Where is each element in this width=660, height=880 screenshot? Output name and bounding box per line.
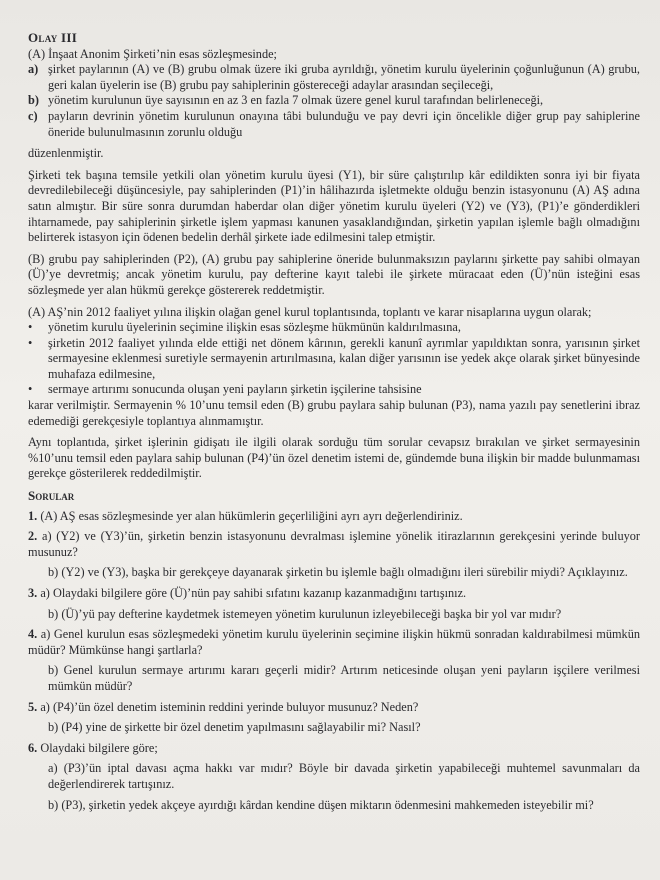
sub-question: b) (P4) yine de şirkette bir özel denetim yapılmasını sağlayabilir mi? Nasıl? (48, 720, 421, 735)
bullet-icon: • (28, 335, 33, 350)
question (28, 700, 640, 716)
after-options-text: düzenlenmiştir. (28, 146, 104, 161)
list-item-text: şirketin 2012 faaliyet yılında elde ettiği net dönem kârının, gerekli kanunî ayrımlar yapıldıktan sonra, yarısının şirket sermayesine eklenmesi suretiyle sermayenin artırılmasına, kalan diğer yarısının ise yedek akçe olarak şirket bünyesinde muhafaza edilmesine, (48, 335, 640, 381)
question-number: 2. (28, 529, 38, 544)
list-item (28, 382, 640, 398)
question (28, 741, 640, 757)
question-text: (A) AŞ esas sözleşmesinde yer alan hükümlerin geçerliliğini ayrı ayrı değerlendiriniz. (40, 508, 463, 523)
list-item-text: sermaye artırımı sonucunda oluşan yeni payların şirketin işçilerine tahsisine (48, 382, 422, 397)
bullet-icon: • (28, 320, 33, 335)
question-text: a) (P4)’ün özel denetim isteminin reddini yerinde buluyor musunuz? Neden? (40, 699, 419, 714)
question (28, 586, 640, 602)
sub-question: b) (Ü)’yü pay defterine kaydetmek istemeyen yönetim kurulunun izleyebileceği başka bir yol var mıdır? (48, 606, 562, 621)
list-item-text: yönetim kurulu üyelerinin seçimine ilişkin esas sözleşme hükmünün kaldırılmasına, (48, 320, 461, 335)
question (28, 529, 640, 560)
question (28, 509, 640, 525)
option-text: şirket paylarının (A) ve (B) grubu olmak üzere iki gruba ayrıldığı, yönetim kurulu üyelerinin çoğunluğunun (A) grubu, geri kalan üyelerin ise (B) grubu pay sahiplerinin göstereceği adaylar arasından seçileceği, (48, 62, 640, 92)
question-number: 5. (28, 699, 38, 714)
question-number: 4. (28, 627, 38, 642)
case-paragraph: (B) grubu pay sahiplerinden (P2), (A) grubu pay sahiplerine öneride bulunmaksızın paylarını şirkette pay sahibi olmayan (Ü)’ye devretmiş; ancak yönetim kurulu, pay defterine kayıt talebi ile şirkete müracaat eden (Ü)’nün isteğini esas sözleşmede yer alan hükmü gerekçe göstererek reddetmiştir. (28, 251, 640, 297)
case-paragraph: (A) AŞ’nin 2012 faaliyet yılına ilişkin olağan genel kurul toplantısında, toplantı ve karar nisaplarına uygun olarak; (28, 304, 592, 319)
decision-list (28, 320, 640, 398)
sub-question: a) (P3)’ün iptal davası açma hakkı var mıdır? Böyle bir davada şirketin yapabileceği muhtemel savunmaları da değerlendirerek tartışınız. (48, 761, 640, 791)
question-text: a) Genel kurulun esas sözleşmedeki yönetim kurulu üyelerinin seçimine ilişkin hükmü sonradan kaldırabilmesi mümkün müdür? Mümkünse hangi şartlarla? (28, 627, 641, 657)
question-text: a) Olaydaki bilgilere göre (Ü)’nün pay sahibi sıfatını kazanıp kazanmadığını tartışınız. (40, 586, 467, 600)
sub-question: b) (Y2) ve (Y3), başka bir gerekçeye dayanarak şirketin bu işlemle bağlı olmadığını ileri sürebilir miydi? Açıklayınız. (48, 565, 628, 580)
sub-question: b) Genel kurulun sermaye artırımı kararı geçerli midir? Artırım neticesinde oluşan yeni payların işçilere verilmesi mümkün müdür? (48, 663, 640, 693)
option-label: c) (28, 108, 38, 123)
questions-heading: Sorular (28, 488, 75, 504)
bullet-icon: • (28, 382, 33, 397)
case-option (28, 109, 640, 140)
case-intro: (A) İnşaat Anonim Şirketi’nin esas sözleşmesinde; (28, 46, 277, 61)
question-number: 3. (28, 586, 38, 600)
question (28, 627, 640, 658)
document-body (28, 30, 640, 813)
case-option (28, 93, 640, 109)
after-bullets-text: karar verilmiştir. Sermayenin % 10’unu temsil eden (B) grubu paylara sahip bulunan (P3), nama yazılı pay senetlerini ibraz edemediği gerekçesiyle toplantıya alınmamıştır. (28, 398, 640, 428)
question-number: 1. (28, 508, 38, 523)
case-paragraph: Şirketi tek başına temsile yetkili olan yönetim kurulu üyesi (Y1), bir süre çalıştırılıp kâr edildikten sonra iyi bir fiyata devredilebileceği düşüncesiyle, pay sahiplerinden (P1)’in hâlihazırda işletmekte olduğu benzin istasyonunu (A) AŞ adına satın almıştır. Bir süre sonra durumdan haberdar olan diğer yönetim kurulu üyeleri (Y2) ve (Y3), (P1)’e gönderdikleri ihtarnamede, pay sahiplerinin şirketle işlem yapması kanunen yasaklandığından, şirketin yapılan işlemle bağlı olmadığını belirterek istasyon için ödenen bedelin derhâl şirkete iade edilmesini talep etmiştir. (28, 167, 640, 245)
sub-question: b) (P3), şirketin yedek akçeye ayırdığı kârdan kendine düşen miktarın ödenmesini mahkemeden isteyebilir mi? (48, 797, 594, 812)
list-item (28, 320, 640, 336)
option-text: payların devrinin yönetim kurulunun onayına tâbi bulunduğu ve pay devri için öncelikle diğer grup pay sahiplerine öneride bulunulmasının zorunlu olduğu (48, 108, 640, 139)
list-item (28, 336, 640, 383)
case-paragraph: Aynı toplantıda, şirket işlerinin gidişatı ile ilgili olarak sorduğu tüm sorular cevapsız bırakılan ve şirket sermayesinin %10’unu temsil eden paylara sahip bulunan (P4)’ün özel denetim istemi de, gündemde buna ilişkin bir madde bulunmaması gerekçe gösterilerek reddedilmiştir. (28, 435, 640, 481)
option-label: a) (28, 62, 39, 77)
case-option (28, 62, 640, 93)
question-text: Olaydaki bilgilere göre; (40, 740, 158, 755)
option-label: b) (28, 93, 39, 108)
option-text: yönetim kurulunun üye sayısının en az 3 en fazla 7 olmak üzere genel kurul tarafından belirleneceği, (48, 93, 544, 108)
question-number: 6. (28, 740, 38, 755)
question-text: a) (Y2) ve (Y3)’ün, şirketin benzin istasyonunu devralması işlemine yönelik itirazlarının gerekçesini yerinde buluyor musunuz? (28, 529, 641, 559)
case-title: Olay III (28, 30, 78, 45)
